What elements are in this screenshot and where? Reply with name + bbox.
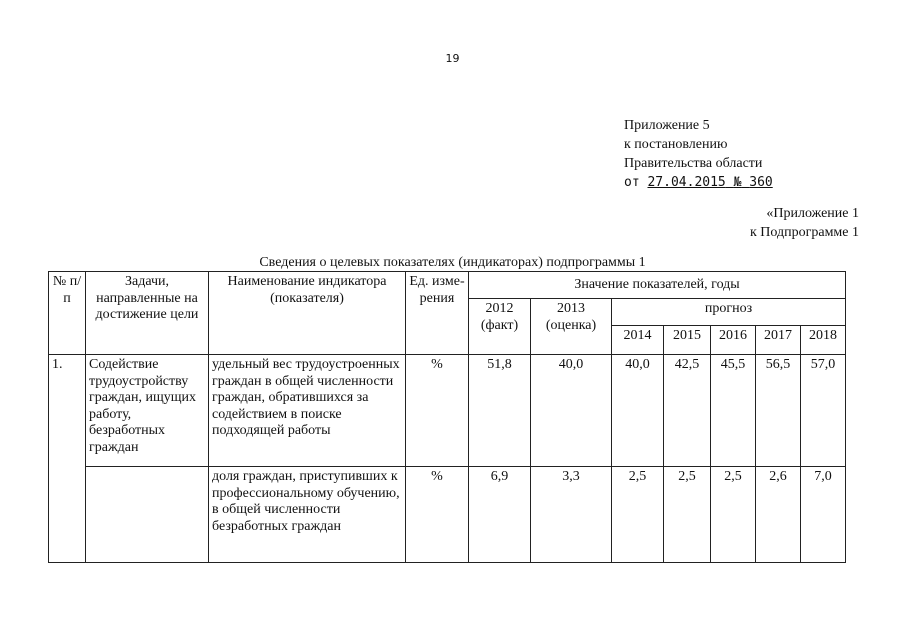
header-year: 2014 — [612, 326, 664, 355]
row-value-forecast: 57,0 — [801, 355, 846, 467]
row-value-2012: 6,9 — [469, 467, 531, 563]
row-num: 1. — [49, 355, 86, 563]
row-value-forecast: 45,5 — [711, 355, 756, 467]
row-value-forecast: 2,6 — [756, 467, 801, 563]
header-year: 2018 — [801, 326, 846, 355]
page-number: 19 — [445, 52, 460, 65]
indicators-table — [48, 271, 846, 563]
header-year: 2015 — [664, 326, 711, 355]
appendix-line: к постановлению — [624, 137, 728, 152]
sub-appendix-line: «Приложение 1 — [766, 206, 859, 221]
row-value-forecast: 56,5 — [756, 355, 801, 467]
row-value-forecast: 2,5 — [664, 467, 711, 563]
header-unit: Ед. изме- рения — [406, 272, 469, 355]
table-title: Сведения о целевых показателях (индикаторах) подпрограммы 1 — [259, 255, 646, 270]
table-row — [49, 355, 846, 467]
header-values: Значение показателей, годы — [469, 272, 846, 299]
appendix-line: Правительства области — [624, 156, 763, 171]
table-row — [49, 467, 846, 563]
appendix-line: Приложение 5 — [624, 118, 710, 133]
row-unit: % — [406, 355, 469, 467]
row-indicator: доля граждан, приступивших к профессиональному обучению, в общей численности безработных граждан — [209, 467, 406, 563]
header-year-2012: 2012 (факт) — [469, 299, 531, 355]
appendix-block — [624, 116, 773, 192]
header-indicator: Наименование индикатора (показателя) — [209, 272, 406, 355]
header-num: № п/п — [49, 272, 86, 355]
row-value-forecast: 2,5 — [711, 467, 756, 563]
row-value-forecast: 2,5 — [612, 467, 664, 563]
row-unit: % — [406, 467, 469, 563]
row-value-forecast: 42,5 — [664, 355, 711, 467]
header-year: 2017 — [756, 326, 801, 355]
row-value-2013: 3,3 — [531, 467, 612, 563]
decree-reference — [624, 173, 773, 192]
ref-date: 27.04.2015 № 360 — [647, 175, 773, 190]
row-value-forecast: 40,0 — [612, 355, 664, 467]
header-year-2013: 2013 (оценка) — [531, 299, 612, 355]
row-value-2013: 40,0 — [531, 355, 612, 467]
header-forecast: прогноз — [612, 299, 846, 326]
row-value-2012: 51,8 — [469, 355, 531, 467]
sub-appendix-block — [750, 204, 859, 242]
header-year: 2016 — [711, 326, 756, 355]
row-task: Содействие трудоустройству граждан, ищущих работу, безработных граждан — [86, 355, 209, 467]
row-task — [86, 467, 209, 563]
header-tasks: Задачи, направленные на достижение цели — [86, 272, 209, 355]
ref-prefix: от — [624, 175, 640, 190]
row-indicator: удельный вес трудоустроенных граждан в общей численности граждан, обратившихся за содействием в поиске подходящей работы — [209, 355, 406, 467]
sub-appendix-line: к Подпрограмме 1 — [749, 225, 859, 240]
row-value-forecast: 7,0 — [801, 467, 846, 563]
